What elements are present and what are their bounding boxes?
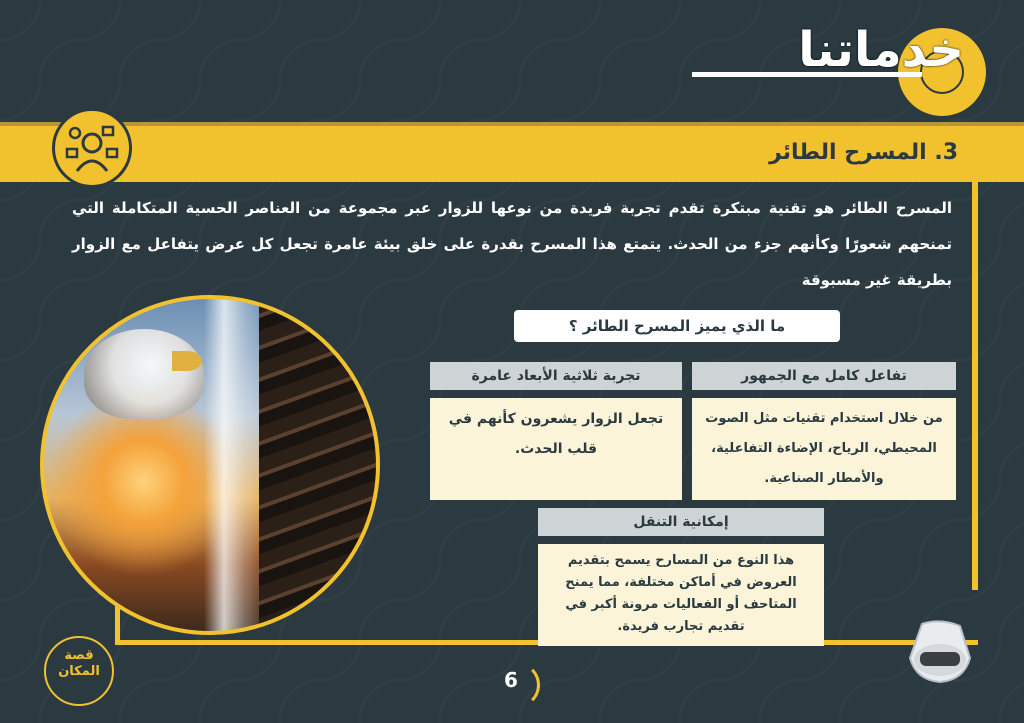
vr-headset-icon bbox=[904, 618, 976, 688]
card-title-3d: تجربة ثلاثية الأبعاد عامرة bbox=[430, 362, 682, 390]
page-title: خدماتنا bbox=[798, 22, 964, 78]
intro-paragraph: المسرح الطائر هو تقنية مبتكرة تقدم تجربة فريدة من نوعها للزوار عبر مجموعة من العناصر الحسية المتكاملة التي تمنحهم شعورًا وكأنهم جزء من الحدث. يتمتع هذا المسرح بقدرة على خلق بيئة عامرة تجعل كل عرض يتفاعل مع الزوار بطريقة غير مسبوقة bbox=[72, 199, 952, 289]
section-icon-circle bbox=[52, 108, 132, 188]
page-number: 6 bbox=[504, 668, 518, 692]
user-network-icon bbox=[55, 111, 129, 185]
brand-logo bbox=[44, 636, 114, 706]
card-body-mobility: هذا النوع من المسارح يسمح بتقديم العروض في أماكن مختلفة، مما يمنح المتاحف أو الفعاليات مرونة أكبر في تقديم تجارب فريدة. bbox=[538, 544, 824, 646]
flying-theater-photo bbox=[40, 295, 380, 635]
question-box: ما الذي يميز المسرح الطائر ؟ bbox=[514, 310, 840, 342]
section-title: 3. المسرح الطائر bbox=[769, 140, 958, 165]
card-body-interaction: من خلال استخدام تقنيات مثل الصوت المحيطي، الرياح، الإضاءة التفاعلية، والأمطار الصناعية. bbox=[692, 398, 956, 500]
card-title-mobility: إمكانية التنقل bbox=[538, 508, 824, 536]
logo-text: قصة المكان bbox=[58, 648, 100, 679]
card-title-interaction: تفاعل كامل مع الجمهور bbox=[692, 362, 956, 390]
card-body-3d: تجعل الزوار يشعرون كأنهم في قلب الحدث. bbox=[430, 398, 682, 500]
frame-right bbox=[972, 160, 978, 590]
